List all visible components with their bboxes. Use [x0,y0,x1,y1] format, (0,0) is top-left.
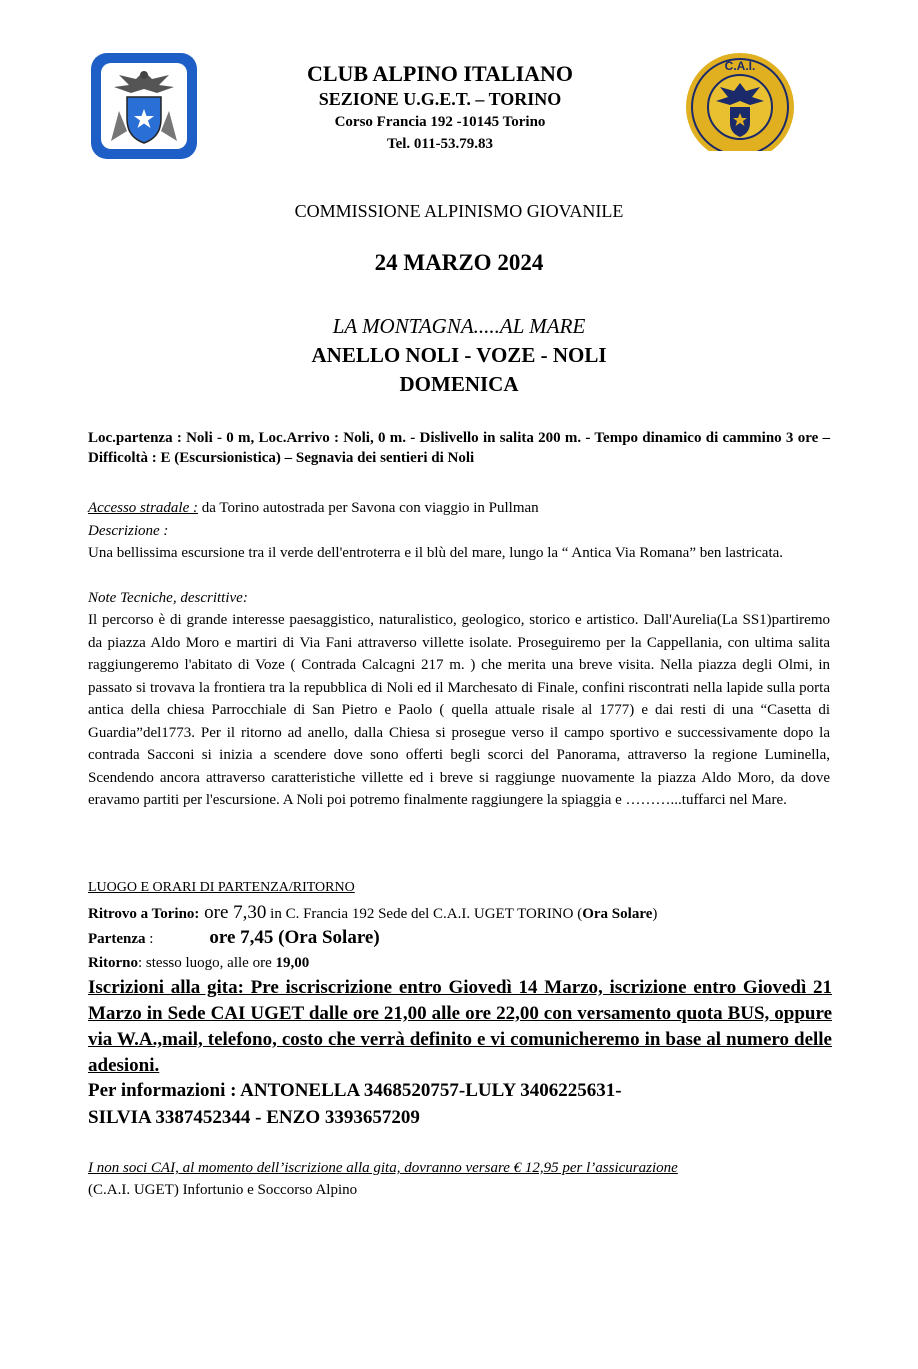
event-title [0,312,918,399]
ritrovo-close: ) [652,906,658,922]
contact-info [88,1077,830,1131]
ritorno-text: : stesso luogo, alle ore [138,955,276,971]
club-phone: Tel. 011-53.79.83 [386,136,494,152]
ritrovo-line [88,902,830,925]
description-label: Descrizione : [88,522,169,539]
partenza-colon: : [145,931,154,947]
title-line-2: ANELLO NOLI - VOZE - NOLI [311,343,607,367]
logo-cai-text: C.A.I. [724,59,756,73]
notes-label: Note Tecniche, descrittive: [88,589,248,606]
registration-info: Iscrizioni alla gita: Pre iscriscrizione entro Giovedì 14 Marzo, iscrizione entro Giovedì 21 Marzo in Sede CAI UGET dalle ore 21,00 alle ore 22,00 con versamento quota BUS, oppure via W.A.,mail, telefono, costo che verrà definito e vi comunicheremo in base al numero delle adesioni. [88,977,832,1076]
commission-heading: COMMISSIONE ALPINISMO GIOVANILE [294,201,624,221]
access-label: Accesso stradale : [88,500,198,516]
ritrovo-place: in C. Francia 192 Sede del C.A.I. UGET TORINO ( [266,906,583,922]
section-name: SEZIONE U.G.E.T. – TORINO [318,89,562,109]
ritrovo-label: Ritrovo a Torino: [88,906,200,922]
partenza-time: ore 7,45 (Ora Solare) [209,927,380,948]
ritorno-line [88,952,830,974]
ritrovo-time: ore 7,30 [199,902,267,923]
trip-description [88,497,830,812]
ritorno-time: 19,00 [275,955,310,971]
contacts-line-1: Per informazioni : ANTONELLA 3468520757-LULY 3406225631- [88,1080,622,1101]
insurance-line-2: (C.A.I. UGET) Infortunio e Soccorso Alpino [88,1182,358,1198]
letterhead [200,60,680,155]
partenza-line [88,927,830,950]
event-date: 24 MARZO 2024 [374,250,544,275]
cai-alpinismo-giovanile-logo [684,51,796,151]
contacts-line-2: SILVIA 3387452344 - ENZO 3393657209 [88,1107,420,1128]
schedule-heading: LUOGO E ORARI DI PARTENZA/RITORNO [88,880,355,895]
access-text: da Torino autostrada per Savona con viaggio in Pullman [197,500,539,516]
title-line-1: LA MONTAGNA.....AL MARE [332,314,586,338]
club-address: Corso Francia 192 -10145 Torino [334,114,546,130]
cai-logo-left [89,51,199,161]
insurance-line-1: I non soci CAI, al momento dell’iscrizione alla gita, dovranno versare € 12,95 per l’assicurazione [88,1160,678,1176]
notes-text: Il percorso è di grande interesse paesaggistico, naturalistico, geologico, storico e artistico. Dall'Aurelia(La SS1)partiremo da piazza Aldo Moro e martiri di Via Fani attraverso villette isolate. Proseguiremo per la Cappellania, con ultima salita raggiungeremo l'abitato di Voze ( Contrada Calcagni 217 m. ) che merita una breve visita. Nella piazza degli Olmi, in passato si trovava la frontiera tra la repubblica di Noli ed il Marchesato di Finale, confini riscontrati nella lapide sulla porta antica della chiesa Parrocchiale di San Pietro e Paolo ( quella attuale risale al 1777) e dai resti di una “Casetta di Guardia”del1773. Per il ritorno ad anello, dalla Chiesa si prosegue verso il campo sportivo e successivamente dopo la contrada Sacconi si inizia a scendere dove sono offerti begli scorci del Panorama, attraverso la regione Luminella, Scendendo ancora attraverso caratteristiche villette ed i breve si raggiunge nuovamente la piazza Aldo Moro, da dove eravamo partiti per l'escursione. A Noli poi potremo finalmente raggiungere la spiaggia e ………...tuffarci nel Mare. [88,612,830,808]
title-line-3: DOMENICA [399,372,519,396]
partenza-label: Partenza [88,931,146,947]
insurance-note [88,1157,832,1201]
access-line [88,497,830,520]
schedule [88,880,830,982]
ritrovo-solar: Ora Solare [582,906,653,922]
description-text: Una bellissima escursione tra il verde dell'entroterra e il blù del mare, lungo la “ Antica Via Romana” ben lastricata. [88,545,784,561]
trip-info: Loc.partenza : Noli - 0 m, Loc.Arrivo : Noli, 0 m. - Dislivello in salita 200 m. - Tempo dinamico di cammino 3 ore – Difficoltà : E (Escursionistica) – Segnavia dei sentieri di Noli [88,430,830,466]
club-name: CLUB ALPINO ITALIANO [306,61,574,86]
ritorno-label: Ritorno [88,955,138,971]
